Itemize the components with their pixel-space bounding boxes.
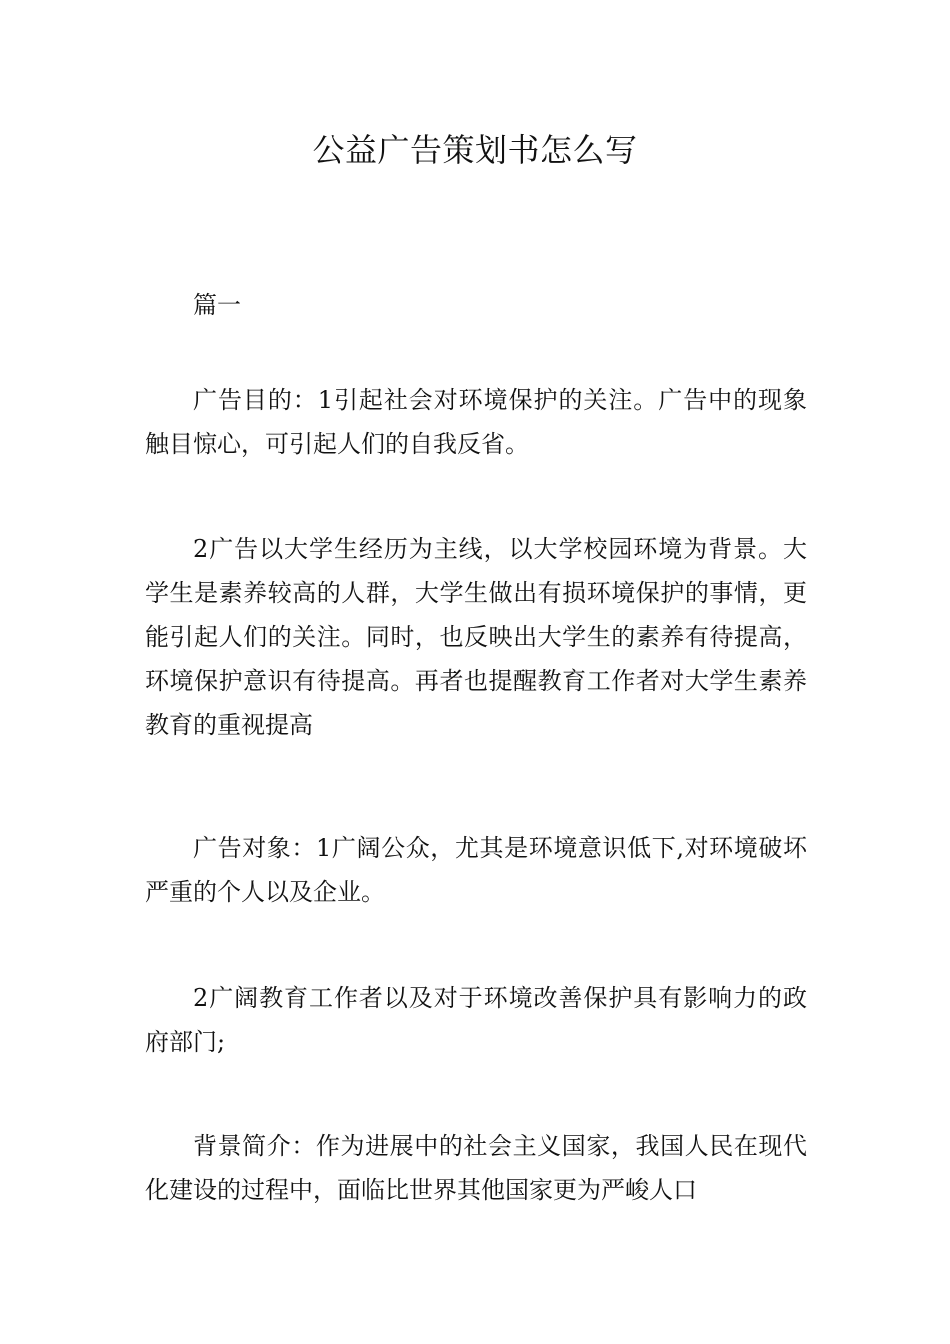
paragraph-audience-2: 2广阔教育工作者以及对于环境改善保护具有影响力的政府部门; — [145, 984, 807, 1056]
paragraph-background: 背景简介：作为进展中的社会主义国家，我国人民在现代化建设的过程中，面临比世界其他国家更为严峻人口 — [145, 1132, 807, 1204]
document-title: 公益广告策划书怎么写 — [312, 131, 638, 169]
section-label: 篇一 — [193, 291, 241, 319]
paragraph-audience-1: 广告对象：1广阔公众，尤其是环境意识低下,对环境破坏严重的个人以及企业。 — [145, 834, 807, 906]
paragraph-purpose-2: 2广告以大学生经历为主线，以大学校园环境为背景。大学生是素养较高的人群，大学生做出有损环境保护的事情，更能引起人们的关注。同时，也反映出大学生的素养有待提高，环境保护意识有待提高。再者也提醒教育工作者对大学生素养教育的重视提高 — [145, 535, 807, 739]
paragraph-purpose-1: 广告目的：1引起社会对环境保护的关注。广告中的现象触目惊心，可引起人们的自我反省。 — [145, 386, 807, 458]
